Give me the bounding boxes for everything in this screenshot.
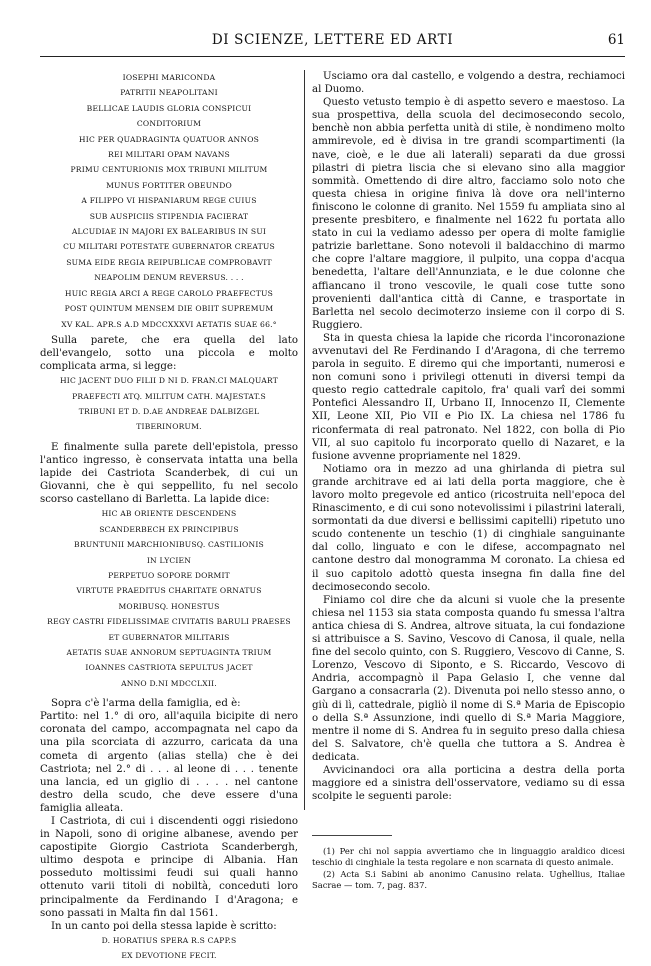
page-number: 61 — [607, 32, 625, 48]
paragraph: Sulla parete, che era quella del lato dell'evangelo, sotto una piccola e molto complicata arma, si legge: — [40, 334, 298, 373]
footnote: (2) Acta S.i Sabini ab anonimo Canusino relata. Ughellius, Italiae Sacrae — tom. 7, pag. 837. — [312, 868, 625, 890]
inscription-malquart — [40, 373, 298, 435]
inscription-line: POST QUINTUM MENSEM DIE OBIIT SUPREMUM — [64, 304, 274, 314]
inscription-line: IN LYCIEN — [146, 555, 192, 565]
inscription-line: HIC PER QUADRAGINTA QUATUOR ANNOS — [78, 134, 260, 144]
inscription-line: HIC JACENT DUO FILII D NI D. FRAN.CI MALQUART — [59, 376, 278, 386]
inscription-line: ALCUDIAE IN MAJORI EX BALEARIBUS IN SUI — [71, 227, 267, 237]
inscription-line: EX DEVOTIONE FECIT. — [121, 951, 217, 961]
inscription-line: AETATIS SUAE ANNORUM SEPTUAGINTA TRIUM — [66, 647, 272, 657]
inscription-line: TRIBUNI ET D. D.AE ANDREAE DALBIZGEL — [78, 407, 260, 416]
inscription-line: IOANNES CASTRIOTA SEPULTUS JACET — [85, 663, 253, 673]
paragraph: Usciamo ora dal castello, e volgendo a destra, rechiamoci al Duomo. — [312, 71, 625, 96]
paragraph: I Castriota, di cui i discendenti oggi risiedono in Napoli, sono di origine albanese, avendo per capostipite Giorgio Castriota Scanderbergh, ultimo despota e principe di Albania. Han posseduto moltissimi feudi sui quali hanno ottenuto varii titoli di nobiltà, conceduti loro principalmente da Ferdinando I d'Aragona; e sono passati in Malta fin dal 1561. — [40, 816, 298, 919]
inscription-line: MORIBUSQ. HONESTUS — [118, 601, 220, 611]
inscription-line: BELLICAE LAUDIS GLORIA CONSPICUI — [86, 103, 252, 113]
inscription-line: SCANDERBECH EX PRINCIPIBUS — [99, 524, 239, 534]
paragraph: Questo vetusto tempio è di aspetto severo e maestoso. La sua prospettiva, della scuola del decimosecondo secolo, benchè non abbia perfetta unità di stile, è nondimeno molto ammirevole, ed è divisa in tre grandi scompartimenti (la nave, cioè, e le due ali laterali) separati da due grossi pilastri di pietra liscia che si elevano sino alla maggior sommità. Omettendo di dire altro, facciamo solo noto che questa chiesa in origine finiva là dove ora nell'interno finiscono le colonne di granito. Nel 1559 fu ampliata sino al presente presbitero, e finalmente nel 1622 fu portata allo stato in cui la vediamo adesso per opera di molte famiglie patrizie barlettane. Sono notevoli il baldacchino di marmo che copre l'altare maggiore, il pulpito, una coppa d'acqua benedetta, l'altare dell'Annunziata, e le due colonne che affiancano il trono vescovile, le quali cose tutte sono provenienti dall'antica città di Canne, e trasportate in Barletta nel secolo decimoterzo insieme con il corpo di S. Ruggiero. — [312, 97, 625, 331]
inscription-line: IOSEPHI MARICONDA — [122, 73, 216, 82]
paragraph: Avvicinandoci ora alla porticina a destra della porta maggiore ed a sinistra dell'osservatore, vediamo su di essa scolpite le seguenti parole: — [312, 764, 625, 803]
running-head — [40, 30, 625, 52]
paragraph: Notiamo ora in mezzo ad una ghirlanda di pietra sul grande architrave ed ai lati della porta maggiore, che è lavoro molto pregevole ed antico (ricostruita nell'epoca del Rinascimento, e di cui sono notevolissimi i pilastrini laterali, sormontati da due diversi e bellissimi capitelli) ripetuto uno scudo contenente un teschio (1) di cinghiale sanguinante dal collo, linguato e con le difese, accompagnato nel cantone destro dal monogramma M coronato. La chiesa ed il suo capitolo adottò questa insegna fin dalla fine del decimosecondo secolo. — [312, 463, 625, 593]
inscription-line: A FILIPPO VI HISPANIARUM REGE CUIUS — [81, 196, 257, 206]
inscription-line: SUMA EIDE REGIA REIPUBLICAE COMPROBAVIT — [66, 257, 272, 267]
inscription-line: PRIMU CENTURIONIS MOX TRIBUNI MILITUM — [70, 165, 268, 175]
inscription-line: CONDITORIUM — [136, 119, 202, 129]
inscription-line: PATRITII NEAPOLITANI — [120, 88, 218, 98]
inscription-line: TIBERINORUM. — [136, 422, 202, 432]
footnote-rule — [312, 835, 392, 836]
inscription-line: REI MILITARI OPAM NAVANS — [108, 150, 230, 160]
inscription-line: PERPETUO SOPORE DORMIT — [108, 570, 230, 580]
inscription-line: BRUNTUNII MARCHIONIBUSQ. CASTILIONIS — [74, 540, 264, 550]
footnote: (1) Per chi nol sappia avvertiamo che in linguaggio araldico dicesi teschio di cinghiale la testa regolare e non scarnata di questo animale. — [312, 846, 625, 868]
inscription-line: PRAEFECTI ATQ. MILITUM CATH. MAJESTAT.S — [72, 391, 266, 401]
inscription-line: ET GUBERNATOR MILITARIS — [108, 632, 230, 642]
paragraph: In un canto poi della stessa lapide è scritto: — [51, 920, 277, 932]
inscription-line: SUB AUSPICIIS STIPENDIA FACIERAT — [89, 211, 249, 221]
paragraph: Finiamo col dire che da alcuni si vuole che la presente chiesa nel 1153 sia stata composta quando fu smessa l'altra antica chiesa di S. Andrea, altrove situata, la cui fondazione si attribuisce a S. Savino, Vescovo di Canosa, il quale, nella fine del secolo quinto, con S. Ruggiero, Vescovo di Canne, S. Lorenzo, Vescovo di Siponto, e S. Riccardo, Vescovo di Andria, accompagnò il Papa Gelasio I, che venne dal Gargano a consacrarla (2). Divenuta poi nello stesso anno, o giù di lì, cattedrale, pigliò il nome di S.ª Maria de Episcopio o della S.ª Assunzione, indi quello di S.ª Maria Maggiore, mentre il nome di S. Andrea fu in seguito preso dalla chiesa del S. Salvatore, ch'è quella che tuttora a S. Andrea è dedicata. — [312, 594, 625, 763]
inscription-line: CU MILITARI POTESTATE GUBERNATOR CREATUS — [63, 242, 275, 252]
left-column — [40, 70, 298, 966]
inscription-line: D. HORATIUS SPERA R.S CAPP.S — [101, 935, 237, 945]
inscription-line: REGY CASTRI FIDELISSIMAE CIVITATIS BARULI PRAESES — [47, 617, 291, 627]
right-column — [312, 70, 625, 891]
inscription-spera — [40, 933, 298, 964]
paragraph: Partito: nel 1.° di oro, all'aquila bicipite di nero coronata del campo, accompagnata nel capo da una pila scorciata di azzurro, caricata da una cometa di argento (alias stella) che è dei Castriota; nel 2.° di . . . al leone di . . . tenente una lancia, ed un giglio di . . . . nel cantone destro della scudo, che deve essere d'una famiglia alleata. — [40, 711, 298, 814]
paragraph: Sta in questa chiesa la lapide che ricorda l'incoronazione avvenutavi del Re Ferdinando I d'Aragona, di che terremo parola in seguito. E diremo qui che importanti, numerosi e non comuni sono i privilegi ottenuti in diversi tempi da questo regio cattedrale capitolo, fra' quali varî dei sommi Pontefici Alessandro II, Urbano II, Innocenzo II, Clemente XII, Leone XII, Pio VII e Pio IX. La chiesa nel 1786 fu riconfermata di real patronato. Nel 1822, con bolla di Pio VII, al suo capitolo fu incorporato quello di Nazaret, e la fusione avvenne propriamente nel 1829. — [312, 332, 625, 462]
inscription-line: MUNUS FORTITER OBEUNDO — [106, 180, 232, 190]
inscription-line: HIC AB ORIENTE DESCENDENS — [101, 509, 237, 519]
inscription-line: XV KAL. APR.S A.D MDCCXXXVI AETATIS SUAE 66.° — [61, 319, 277, 329]
running-title: DI SCIENZE, LETTERE ED ARTI — [211, 32, 454, 48]
inscription-line: VIRTUTE PRAEDITUS CHARITATE ORNATUS — [76, 586, 262, 596]
inscription-mariconda — [40, 70, 298, 332]
column-divider — [304, 70, 305, 810]
inscription-line: ANNO D.NI MDCCLXII. — [121, 678, 217, 688]
inscription-line: NEAPOLIM DENUM REVERSUS. . . . — [94, 273, 244, 283]
paragraph: Sopra c'è l'arma della famiglia, ed è: — [51, 698, 241, 710]
header-rule — [40, 56, 625, 57]
inscription-castriota — [40, 506, 298, 691]
paragraph: E finalmente sulla parete dell'epistola, presso l'antico ingresso, è conservata intatta una bella lapide dei Castriota Scanderbek, di cui un Giovanni, che è qui seppellito, fu nel secolo scorso castellano di Barletta. La lapide dice: — [40, 441, 298, 506]
inscription-line: HUIC REGIA ARCI A REGE CAROLO PRAEFECTUS — [64, 288, 274, 298]
